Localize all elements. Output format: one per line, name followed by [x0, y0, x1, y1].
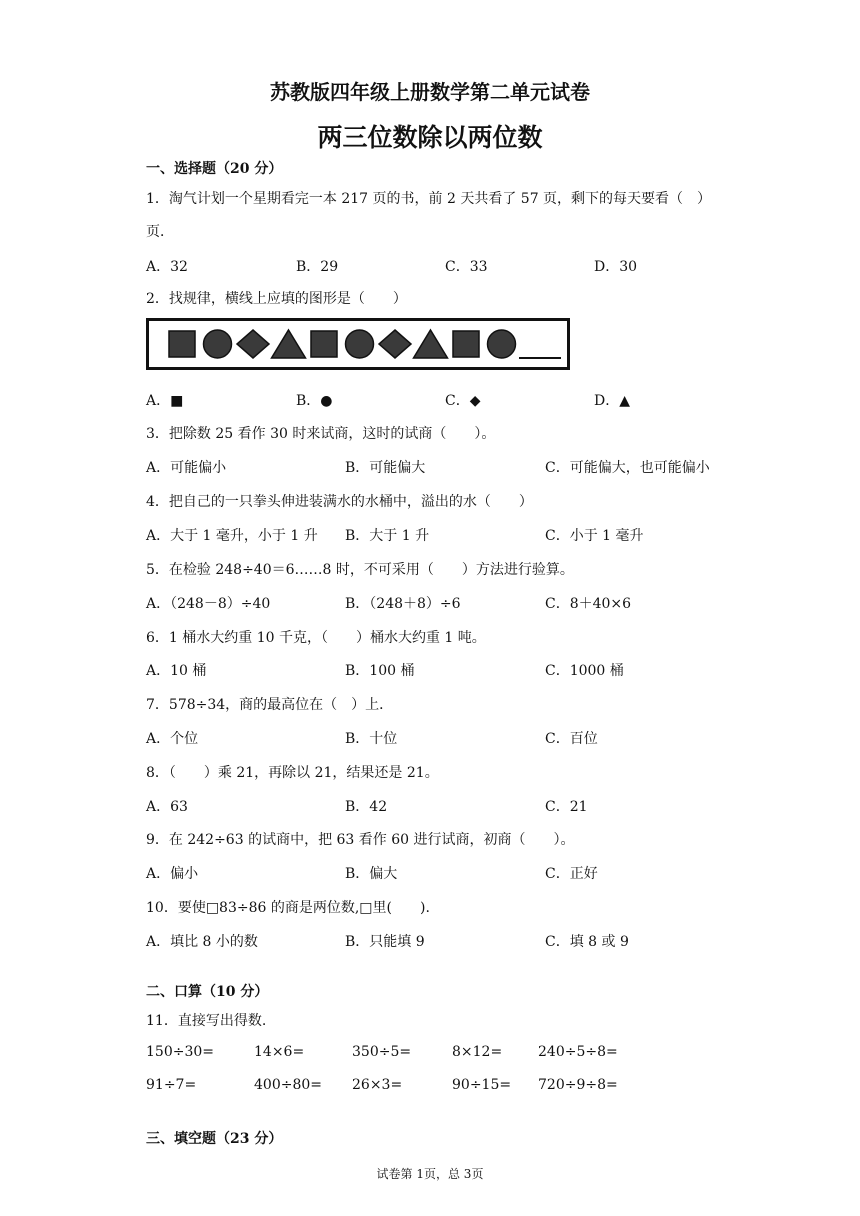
- exam-title: 苏教版四年级上册数学第二单元试卷: [270, 80, 590, 104]
- q6-option-c: C．1000 桶: [545, 663, 624, 679]
- question-5: 5．在检验 248÷40＝6……8 时，不可采用（ ）方法进行验算。: [146, 562, 574, 578]
- q1-option-d: D．30: [594, 259, 638, 275]
- q1-option-c: C．33: [445, 259, 488, 275]
- q3-option-c: C．可能偏大，也可能偏小: [545, 460, 710, 476]
- question-8: 8．（ ）乘 21，再除以 21，结果还是 21。: [146, 765, 439, 781]
- question-11: 11．直接写出得数.: [146, 1013, 267, 1029]
- triangle-icon: [272, 330, 306, 358]
- calc-item: 14×6=: [254, 1044, 305, 1060]
- question-6: 6．1 桶水大约重 10 千克，（ ）桶水大约重 1 吨。: [146, 630, 486, 646]
- square-icon: [453, 331, 479, 357]
- q6-option-a: A．10 桶: [146, 663, 207, 679]
- calc-item: 240÷5÷8=: [538, 1044, 618, 1060]
- section-heading-fill-blank: 三、填空题（23 分）: [146, 1131, 283, 1147]
- question-2: 2．找规律，横线上应填的图形是（ ）: [146, 291, 407, 307]
- section-heading-choice: 一、选择题（20 分）: [146, 161, 283, 177]
- diamond-icon: [237, 330, 269, 358]
- question-7: 7．578÷34，商的最高位在（ ）上．: [146, 697, 394, 713]
- triangle-icon: [414, 330, 448, 358]
- q5-option-c: C．8＋40×6: [545, 596, 632, 612]
- circle-icon: [204, 330, 232, 358]
- diamond-icon: [379, 330, 411, 358]
- exam-subtitle: 两三位数除以两位数: [317, 123, 543, 152]
- calc-item: 720÷9÷8=: [538, 1077, 618, 1093]
- calc-item: 90÷15=: [452, 1077, 512, 1093]
- calc-item: 91÷7=: [146, 1077, 197, 1093]
- q1-option-b: B．29: [296, 259, 339, 275]
- q5-option-b: B．（248＋8）÷6: [345, 596, 461, 612]
- calc-item: 8×12=: [452, 1044, 503, 1060]
- q10-option-a: A．填比 8 小的数: [146, 934, 258, 950]
- q2-option-b: B．●: [296, 393, 333, 409]
- question-9: 9．在 242÷63 的试商中，把 63 看作 60 进行试商，初商（ ）。: [146, 832, 575, 848]
- page-footer: 试卷第 1页，总 3页: [376, 1167, 484, 1181]
- q1-option-a: A．32: [146, 259, 188, 275]
- q8-option-c: C．21: [545, 799, 588, 815]
- section-heading-mental-math: 二、口算（10 分）: [146, 984, 269, 1000]
- q9-option-a: A．偏小: [146, 866, 199, 882]
- calc-item: 400÷80=: [254, 1077, 322, 1093]
- q2-option-a: A．■: [146, 393, 184, 409]
- q2-option-d: D．▲: [594, 393, 630, 409]
- q5-option-a: A．（248－8）÷40: [146, 596, 271, 612]
- q10-option-b: B．只能填 9: [345, 934, 425, 950]
- question-4: 4．把自己的一只拳头伸进装满水的水桶中，溢出的水（ ）: [146, 494, 533, 510]
- q4-option-b: B．大于 1 升: [345, 528, 430, 544]
- q8-option-b: B．42: [345, 799, 388, 815]
- question-1-cont: 页．: [146, 224, 174, 240]
- calc-item: 150÷30=: [146, 1044, 214, 1060]
- q6-option-b: B．100 桶: [345, 663, 415, 679]
- question-3: 3．把除数 25 看作 30 时来试商，这时的试商（ ）。: [146, 426, 496, 442]
- pattern-figure: [146, 318, 570, 370]
- q9-option-b: B．偏大: [345, 866, 398, 882]
- q3-option-b: B．可能偏大: [345, 460, 426, 476]
- q4-option-c: C．小于 1 毫升: [545, 528, 644, 544]
- question-10: 10．要使□83÷86 的商是两位数,□里( ).: [146, 900, 430, 916]
- q10-option-c: C．填 8 或 9: [545, 934, 629, 950]
- q3-option-a: A．可能偏小: [146, 460, 227, 476]
- calc-item: 26×3=: [352, 1077, 403, 1093]
- q4-option-a: A．大于 1 毫升，小于 1 升: [146, 528, 318, 544]
- square-icon: [311, 331, 337, 357]
- circle-icon: [346, 330, 374, 358]
- q7-option-b: B．十位: [345, 731, 398, 747]
- pattern-svg: [149, 321, 567, 367]
- circle-icon: [488, 330, 516, 358]
- q9-option-c: C．正好: [545, 866, 598, 882]
- q8-option-a: A．63: [146, 799, 188, 815]
- q2-option-c: C．◆: [445, 393, 481, 409]
- calc-item: 350÷5=: [352, 1044, 412, 1060]
- q7-option-a: A．个位: [146, 731, 199, 747]
- q7-option-c: C．百位: [545, 731, 598, 747]
- square-icon: [169, 331, 195, 357]
- question-1: 1．淘气计划一个星期看完一本 217 页的书，前 2 天共看了 57 页，剩下的每天要看（ ）: [146, 191, 712, 207]
